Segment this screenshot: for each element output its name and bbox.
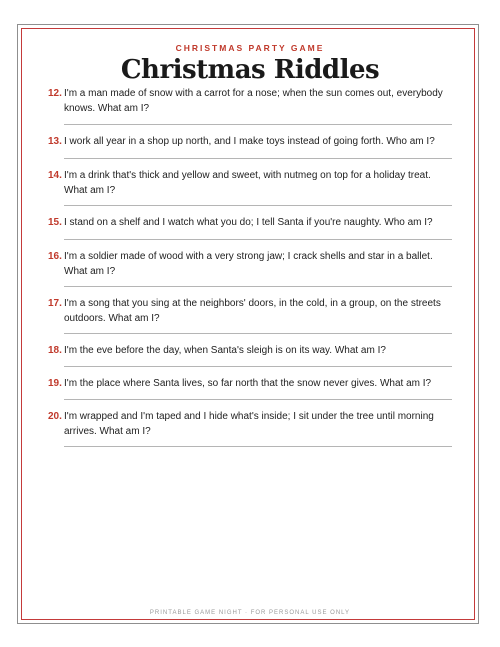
riddle-item-17: [48, 296, 452, 343]
riddle-text: [48, 86, 452, 116]
riddle-item-15: [48, 215, 452, 249]
riddle-item-19: [48, 376, 452, 409]
riddle-text: [48, 215, 452, 230]
riddle-text: [48, 376, 452, 391]
riddle-item-18: [48, 343, 452, 376]
riddle-list: [48, 86, 452, 456]
answer-line[interactable]: [64, 239, 452, 240]
riddle-question: I work all year in a shop up north, and I make toys instead of going forth. Who am I?: [64, 136, 435, 147]
riddle-question: I stand on a shelf and I watch what you do; I tell Santa if you're naughty. Who am I?: [64, 217, 433, 228]
riddle-text: [48, 168, 452, 198]
page-title: Christmas Riddles: [120, 55, 380, 85]
riddle-question: I'm the eve before the day, when Santa's sleigh is on its way. What am I?: [64, 345, 386, 356]
riddle-question: I'm a man made of snow with a carrot for a nose; when the sun comes out, everybody knows. What am I?: [64, 88, 443, 114]
riddle-question: I'm the place where Santa lives, so far north that the snow never gives. What am I?: [64, 378, 432, 389]
riddle-text: [48, 296, 452, 326]
riddle-number: 15.: [48, 217, 62, 228]
riddle-number: 13.: [48, 136, 62, 147]
riddle-number: 18.: [48, 345, 62, 356]
riddle-item-20: [48, 409, 452, 456]
riddle-question: I'm a soldier made of wood with a very strong jaw; I crack shells and star in a ballet. What am I?: [64, 251, 433, 277]
riddle-item-16: [48, 249, 452, 296]
riddle-question: I'm a song that you sing at the neighbors' doors, in the cold, in a group, on the streets outdoors. What am I?: [64, 298, 441, 324]
riddle-question: I'm wrapped and I'm taped and I hide what's inside; I sit under the tree until morning arrives. What am I?: [64, 411, 434, 437]
riddle-number: 12.: [48, 88, 62, 99]
riddle-text: [48, 249, 452, 279]
answer-line[interactable]: [64, 124, 452, 125]
riddle-item-14: [48, 168, 452, 215]
riddle-text: [48, 343, 452, 358]
page-footer: PRINTABLE GAME NIGHT · FOR PERSONAL USE ONLY: [149, 610, 351, 616]
answer-line[interactable]: [64, 399, 452, 400]
riddle-question: I'm a drink that's thick and yellow and sweet, with nutmeg on top for a holiday treat. What am I?: [64, 170, 431, 196]
riddle-number: 20.: [48, 411, 62, 422]
riddle-item-13: [48, 134, 452, 168]
riddle-number: 17.: [48, 298, 62, 309]
answer-line[interactable]: [64, 158, 452, 159]
answer-line[interactable]: [64, 286, 452, 287]
riddle-item-12: [48, 86, 452, 134]
riddle-number: 14.: [48, 170, 62, 181]
riddle-number: 16.: [48, 251, 62, 262]
answer-line[interactable]: [64, 205, 452, 206]
riddle-number: 19.: [48, 378, 62, 389]
answer-line[interactable]: [64, 333, 452, 334]
page-subtitle: CHRISTMAS PARTY GAME: [175, 43, 325, 53]
riddle-text: [48, 134, 452, 149]
answer-line[interactable]: [64, 446, 452, 447]
answer-line[interactable]: [64, 366, 452, 367]
riddle-text: [48, 409, 452, 439]
